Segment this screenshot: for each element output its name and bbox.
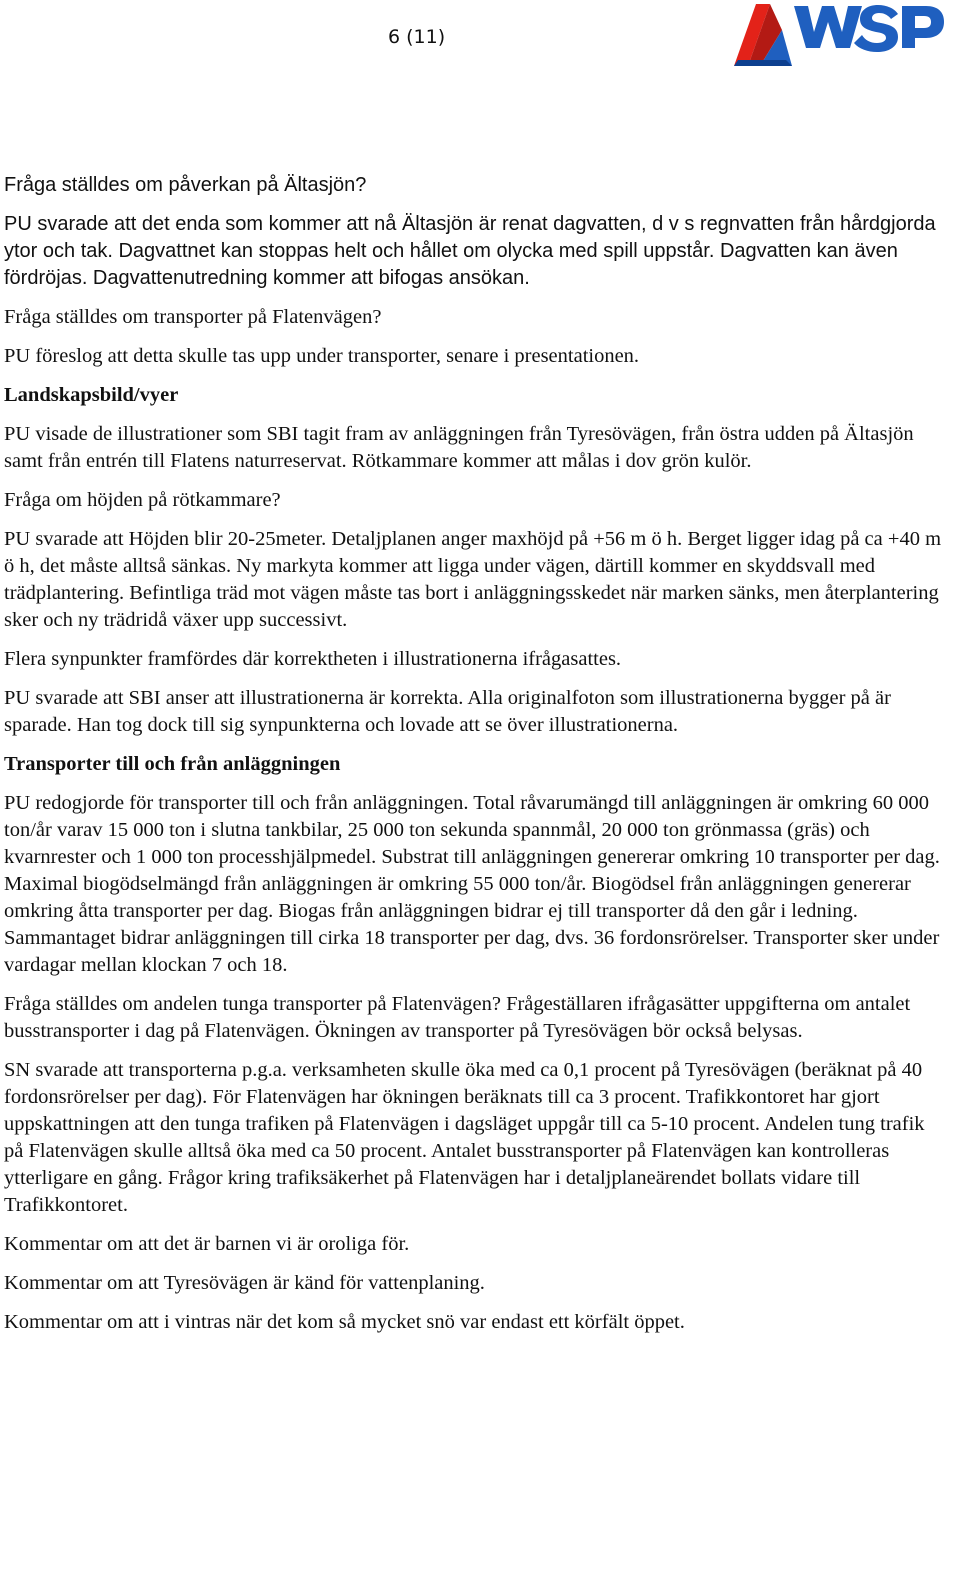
body-paragraph: PU redogjorde för transporter till och från anläggningen. Total råvarumängd till anläggningen är omkring 60 000 ton/år varav 15 000 ton i slutna tankbilar, 25 000 ton sekunda spannmål, 20 000 ton grönmassa (gräs) och kvarnrester och 1 000 ton processhjälpmedel. Substrat till anläggningen genererar omkring 10 transporter per dag. Maximal biogödselmängd från anläggningen är omkring 55 000 ton/år. Biogödsel från anläggningen genererar omkring åtta transporter per dag. Biogas från anläggningen bidrar ej till transporter då den går i ledning. Sammantaget bidrar anläggningen till cirka 18 transporter per dag, dvs. 36 fordonsrörelser. Transporter sker under vardagar mellan klockan 7 och 18. — [4, 792, 940, 976]
page-number: 6 (11) — [388, 26, 446, 48]
body-paragraph: PU svarade att SBI anser att illustrationerna är korrekta. Alla originalfoton som illustrationerna bygger på är sparade. Han tog dock till sig synpunkterna och lovade att se över illustrationerna. — [4, 687, 891, 736]
body-paragraph: SN svarade att transporterna p.g.a. verksamheten skulle öka med ca 0,1 procent på Tyresövägen (beräknat på 40 fordonsrörelser per dag). För Flatenvägen har ökningen beräknats till ca 3 procent. Trafikkontoret har gjort uppskattningen att den tunga trafiken på Flatenvägen i dagsläget uppgår till ca 5-10 procent. Andelen tung trafik på Flatenvägen skulle alltså öka med ca 50 procent. Antalet busstransporter på Flatenvägen kan kontrolleras ytterligare en gång. Frågor kring trafiksäkerhet på Flatenvägen har i detaljplaneärendet bollats vidare till Trafikkontoret. — [4, 1059, 925, 1216]
body-paragraph: Kommentar om att Tyresövägen är känd för vattenplaning. — [4, 1272, 485, 1294]
body-paragraph: PU visade de illustrationer som SBI tagit fram av anläggningen från Tyresövägen, från östra udden på Ältasjön samt från entrén till Flatens naturreservat. Rötkammare kommer att målas i dov grön kulör. — [4, 423, 914, 472]
document-body — [4, 172, 944, 1348]
body-paragraph: Fråga ställdes om transporter på Flatenvägen? — [4, 306, 382, 328]
body-paragraph: PU svarade att det enda som kommer att nå Ältasjön är renat dagvatten, d v s regnvatten från hårdgjorda ytor och tak. Dagvattnet kan stoppas helt och hållet om olycka med spill uppstår. Dagvatten kan även fördröjas. Dagvattenutredning kommer att bifogas ansökan. — [4, 213, 936, 289]
body-paragraph: Fråga ställdes om andelen tunga transporter på Flatenvägen? Frågeställaren ifrågasätter uppgifterna om antalet busstransporter i dag på Flatenvägen. Ökningen av transporter på Tyresövägen bör också belysas. — [4, 993, 911, 1042]
section-heading: Landskapsbild/vyer — [4, 384, 179, 406]
body-paragraph: PU föreslog att detta skulle tas upp under transporter, senare i presentationen. — [4, 345, 640, 367]
body-paragraph: Kommentar om att i vintras när det kom så mycket snö var endast ett körfält öppet. — [4, 1311, 685, 1333]
body-paragraph: Fråga ställdes om påverkan på Ältasjön? — [4, 174, 367, 196]
body-paragraph: PU svarade att Höjden blir 20-25meter. Detaljplanen anger maxhöjd på +56 m ö h. Berget ligger idag på ca +40 m ö h, det måste alltså sänkas. Ny markyta kommer att ligga under vägen, därtill kommer en skyddsvall med trädplantering. Befintliga träd mot vägen måste tas bort i anläggningsskedet när marken sänks, men återplantering sker och ny trädridå växer upp successivt. — [4, 528, 942, 631]
section-heading: Transporter till och från anläggningen — [4, 753, 341, 775]
body-paragraph: Flera synpunkter framfördes där korrektheten i illustrationerna ifrågasattes. — [4, 648, 622, 670]
body-paragraph: Kommentar om att det är barnen vi är oroliga för. — [4, 1233, 410, 1255]
wsp-logo — [730, 0, 946, 70]
body-paragraph: Fråga om höjden på rötkammare? — [4, 489, 281, 511]
